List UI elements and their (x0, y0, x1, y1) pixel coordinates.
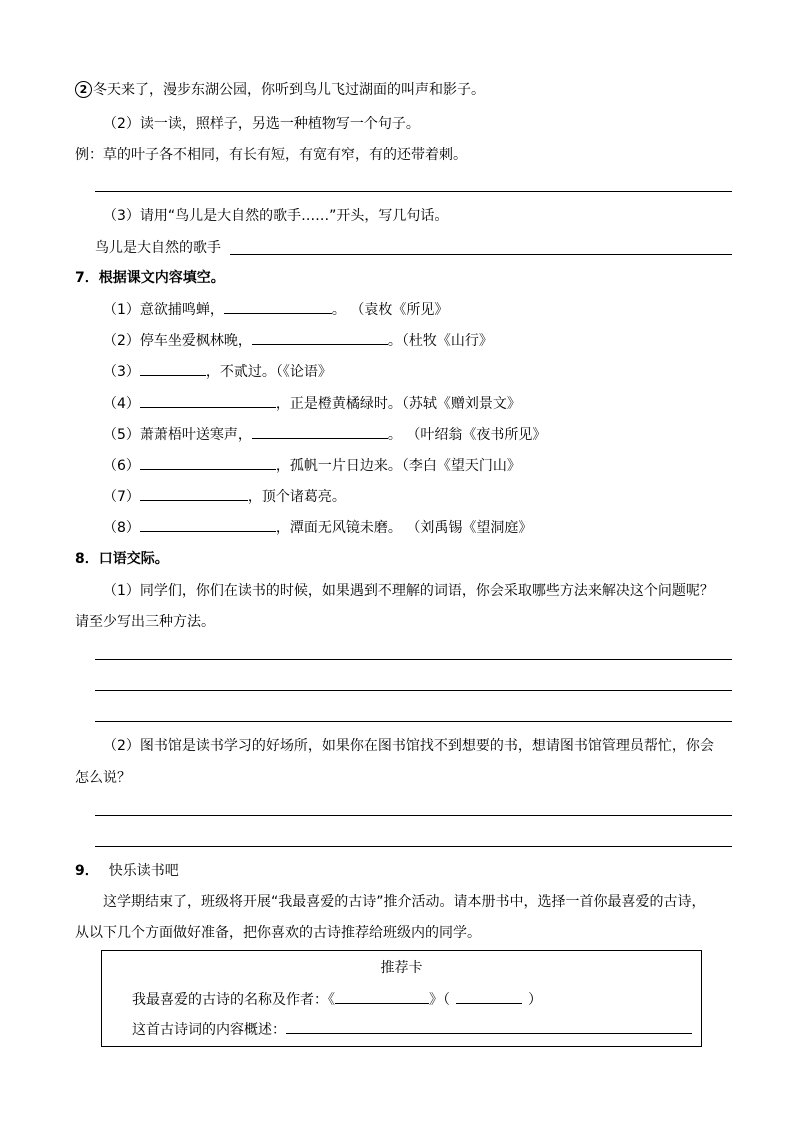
circled-number: 2 (75, 81, 92, 98)
poem-author-field[interactable] (456, 989, 522, 1004)
q6-item-2 (75, 80, 485, 100)
poem-name-field[interactable] (335, 989, 429, 1004)
q7-item-6: （6） ，孤帆一片日边来。（李白《望天门山》 (103, 455, 521, 476)
answer-line[interactable] (230, 254, 732, 255)
fill-blank[interactable] (140, 393, 276, 408)
q6-sub3-starter: 鸟儿是大自然的歌手 (95, 240, 221, 256)
answer-line[interactable] (95, 659, 732, 660)
q7-item-5: （5）萧萧梧叶送寒声， 。 （叶绍翁《夜书所见》 (103, 424, 546, 445)
q8-sub1-line1: （1）同学们，你们在读书的时候，如果遇到不理解的词语，你会采取哪些方法来解决这个问题呢？ (103, 583, 714, 599)
poem-summary-field[interactable] (286, 1019, 692, 1034)
answer-line[interactable] (95, 815, 732, 816)
fill-blank[interactable] (140, 455, 276, 470)
answer-line[interactable] (95, 721, 732, 722)
fill-blank[interactable] (140, 361, 206, 376)
q7-item-7: （7） ，顶个诸葛亮。 (103, 486, 346, 507)
recommendation-card (101, 950, 702, 1047)
q9-para-line2: 从以下几个方面做好准备，把你喜欢的古诗推荐给班级内的同学。 (75, 925, 481, 941)
q6-example: 例：草的叶子各不相同，有长有短，有宽有窄，有的还带着刺。 (75, 147, 467, 163)
q9-title: 快乐读书吧 (108, 863, 179, 879)
q8-sub2-line2: 怎么说？ (75, 770, 131, 786)
fill-blank[interactable] (224, 299, 332, 314)
q9-heading (75, 861, 179, 881)
q6-item-2-text: 冬天来了，漫步东湖公园，你听到鸟儿飞过湖面的叫声和影子。 (93, 82, 485, 98)
answer-line[interactable] (95, 690, 732, 691)
fill-blank[interactable] (140, 486, 248, 501)
answer-line[interactable] (95, 846, 732, 847)
q7-title: 7．根据课文内容填空。 (75, 270, 225, 286)
q7-item-2: （2）停车坐爱枫林晚， 。（杜牧《山行》 (103, 330, 493, 351)
q9-number: 9． (75, 863, 99, 879)
q7-item-4: （4） ，正是橙黄橘绿时。（苏轼《赠刘景文》 (103, 393, 521, 414)
q8-sub2-line1: （2）图书馆是读书学习的好场所，如果你在图书馆找不到想要的书，想请图书馆管理员帮忙，你会 (103, 738, 714, 754)
q7-item-8: （8） ，潭面无风镜未磨。 （刘禹锡《望洞庭》 (103, 517, 532, 538)
q6-sub3-prompt: （3）请用“鸟儿是大自然的歌手……”开头，写几句话。 (103, 208, 449, 224)
q7-item-1: （1）意欲捕鸣蝉， 。 （袁枚《所见》 (103, 299, 448, 320)
fill-blank[interactable] (252, 424, 388, 439)
card-summary-row: 这首古诗词的内容概述： (132, 1019, 692, 1040)
q9-para-line1: 这学期结束了，班级将开展“我最喜爱的古诗”推介活动。请本册书中，选择一首你最喜爱的古诗， (103, 894, 706, 910)
q7-item-3: （3） ，不贰过。（《论语》 (103, 361, 332, 382)
card-poem-name-row: 我最喜爱的古诗的名称及作者：《 》（ ） (132, 989, 542, 1010)
fill-blank[interactable] (140, 517, 276, 532)
q6-sub2-prompt: （2）读一读，照样子，另选一种植物写一个句子。 (103, 116, 420, 132)
card-title: 推荐卡 (380, 960, 423, 976)
answer-line[interactable] (95, 191, 732, 192)
q8-sub1-line2: 请至少写出三种方法。 (75, 614, 215, 630)
q8-title: 8．口语交际。 (75, 551, 169, 567)
fill-blank[interactable] (252, 330, 388, 345)
